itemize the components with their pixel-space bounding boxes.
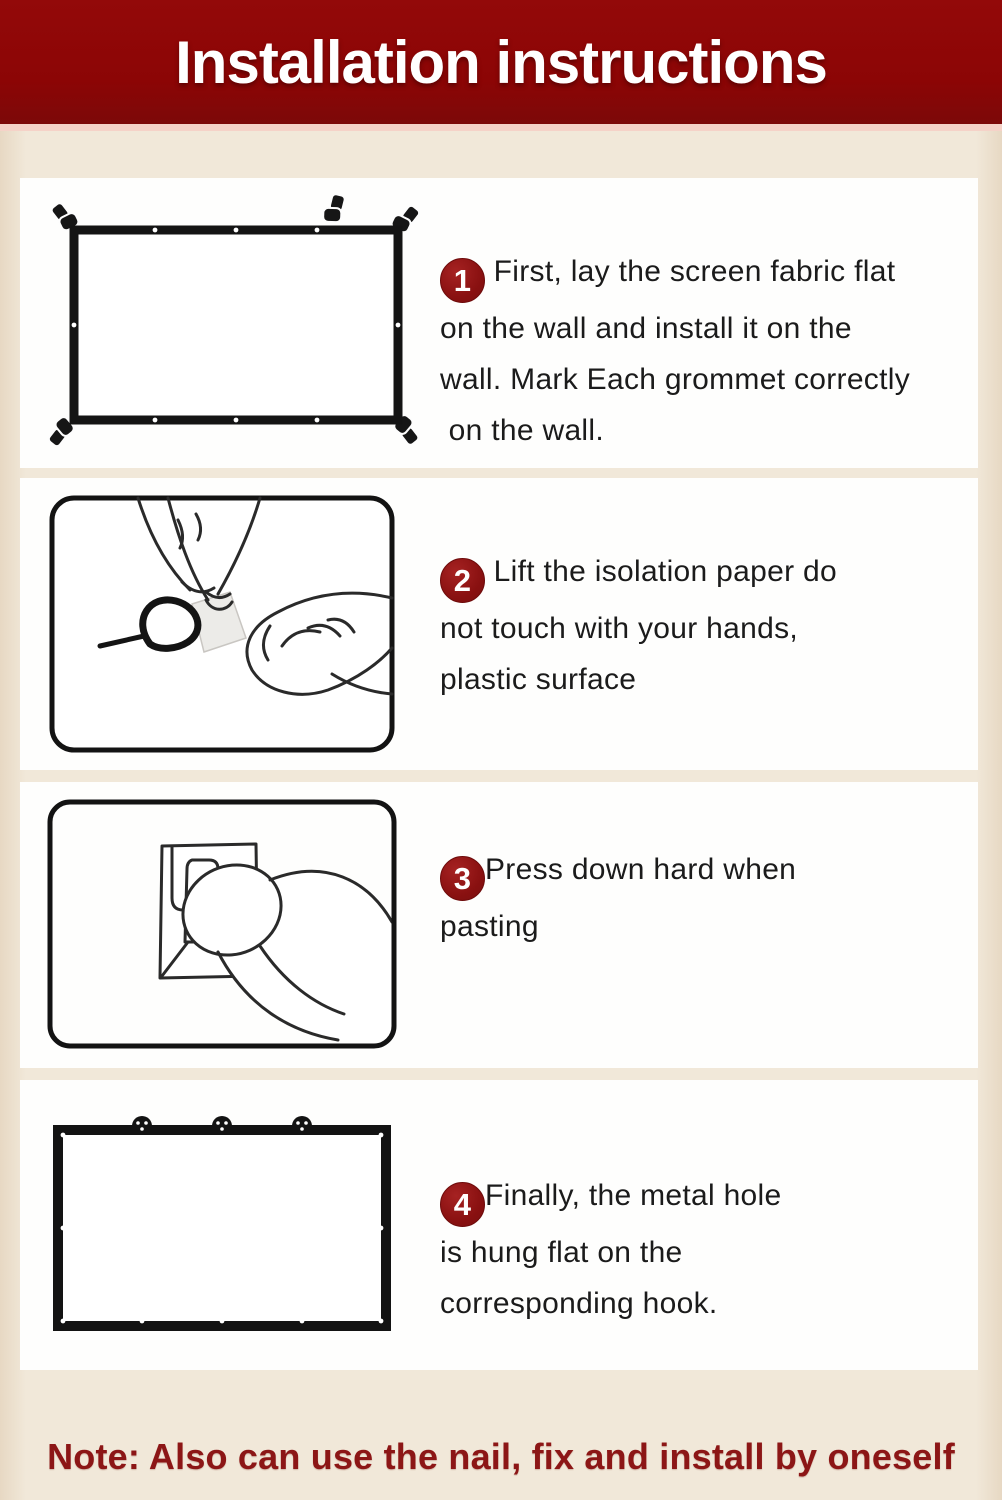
peel-isolation-paper-icon [20, 478, 430, 770]
pressing-finger [168, 849, 392, 1040]
header-divider-line [0, 124, 1002, 131]
step-3-text [440, 844, 980, 952]
panel-step-1 [20, 178, 978, 468]
step-1-text [440, 246, 980, 456]
step-4-text [440, 1170, 980, 1329]
screen-on-hooks-icon [20, 1080, 430, 1370]
panel-step-3 [20, 782, 978, 1068]
footer-note: Note: Also can use the nail, fix and install by oneself [47, 1436, 955, 1477]
step-line [440, 246, 980, 303]
step-line [440, 546, 980, 603]
step-line: on the wall and install it on the [440, 312, 852, 345]
step-line: wall. Mark Each grommet correctly [440, 363, 911, 396]
step-line [440, 844, 980, 901]
step-3-number-badge: 3 [440, 856, 485, 901]
step-line: is hung flat on the [440, 1236, 683, 1269]
illustration-step-4 [20, 1080, 430, 1370]
step-line-text: First, lay the screen fabric flat [485, 255, 896, 288]
step-line-text: Lift the isolation paper do [485, 555, 837, 588]
step-1-number-badge: 1 [440, 258, 485, 303]
header-banner [0, 0, 1002, 124]
panel-step-4 [20, 1080, 978, 1370]
illustration-step-1 [20, 178, 430, 468]
press-hook-icon [20, 782, 430, 1068]
step-2-number-badge: 2 [440, 558, 485, 603]
step-line: pasting [440, 910, 539, 943]
illustration-step-3 [20, 782, 430, 1068]
step-line: not touch with your hands, [440, 612, 799, 645]
screen-frame [74, 230, 398, 420]
step-line: on the wall. [440, 414, 604, 447]
screen-fabric-with-clips-icon [20, 178, 430, 468]
page-title: Installation instructions [175, 28, 827, 96]
screen-frame [58, 1130, 386, 1326]
step-line-text: Finally, the metal hole [485, 1179, 782, 1212]
panel-step-2 [20, 478, 978, 770]
illustration-step-2 [20, 478, 430, 770]
step-line [440, 1170, 980, 1227]
step-2-text [440, 546, 980, 705]
step-line: plastic surface [440, 663, 637, 696]
step-4-number-badge: 4 [440, 1182, 485, 1227]
step-line-text: Press down hard when [485, 853, 797, 886]
step-line: corresponding hook. [440, 1287, 718, 1320]
